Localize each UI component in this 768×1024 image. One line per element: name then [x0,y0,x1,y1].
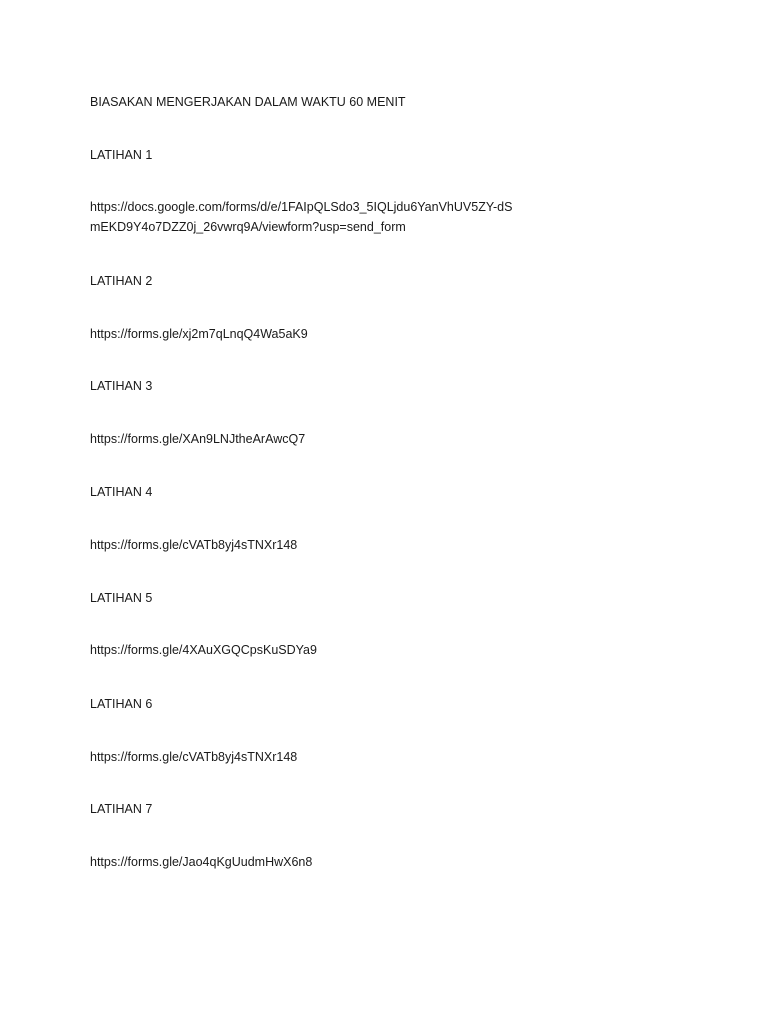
document-heading: BIASAKAN MENGERJAKAN DALAM WAKTU 60 MENIT [90,95,406,109]
section-link-latihan-2: https://forms.gle/xj2m7qLnqQ4Wa5aK9 [90,327,308,341]
section-link-latihan-6: https://forms.gle/cVATb8yj4sTNXr148 [90,750,298,764]
section-label-latihan-4: LATIHAN 4 [90,485,153,499]
section-link-latihan-7: https://forms.gle/Jao4qKgUudmHwX6n8 [90,855,313,869]
section-label-latihan-5: LATIHAN 5 [90,591,153,605]
section-link-latihan-1: https://docs.google.com/forms/d/e/1FAIpQLSdo3_5IQLjdu6YanVhUV5ZY-dSmEKD9Y4o7DZZ0j_26vwrq9A/viewform?usp=send_form [90,200,513,234]
section-label-latihan-3: LATIHAN 3 [90,379,153,393]
section-label-latihan-7: LATIHAN 7 [90,802,153,816]
section-link-latihan-4: https://forms.gle/cVATb8yj4sTNXr148 [90,538,298,552]
section-label-latihan-2: LATIHAN 2 [90,274,153,288]
section-label-latihan-6: LATIHAN 6 [90,697,153,711]
section-label-latihan-1: LATIHAN 1 [90,148,153,162]
section-link-latihan-3: https://forms.gle/XAn9LNJtheArAwcQ7 [90,432,306,446]
section-link-latihan-5: https://forms.gle/4XAuXGQCpsKuSDYa9 [90,643,317,657]
